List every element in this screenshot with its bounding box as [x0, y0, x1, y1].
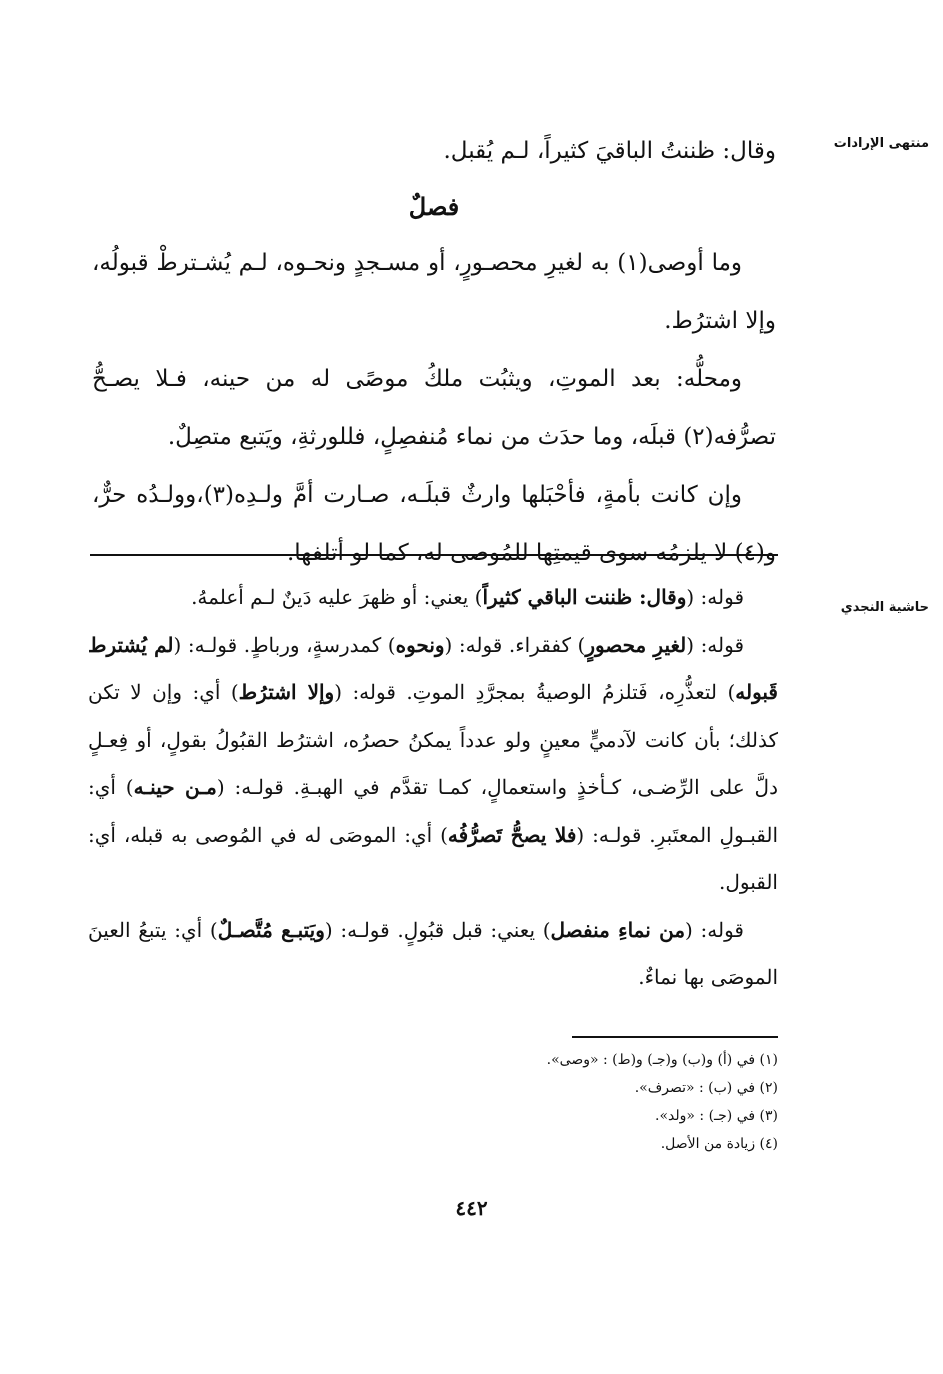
- side-label-matn: منتهى الإرادات: [833, 136, 929, 151]
- commentary-paragraph-1: قوله: (وقال: ظننت الباقي كثيراً) يعني: أو ظهرَ عليه دَينٌ لـم أعلمهُ.: [191, 585, 744, 609]
- main-paragraph-3: وإن كانت بأمةٍ، فأحْبَلها وارثٌ قبلَـه، صـارت أمَّ ولـدِه(٣)،وولـدُه حرٌّ، و(٤) لا يلزمُه سوى قيمتِها للمُوصى له، كما لو أتلفها.: [92, 482, 776, 566]
- footnote-1: (١) في (أ) و(ب) و(جـ) و(ط) : «وصى».: [546, 1052, 778, 1068]
- page-number: ٤٤٢: [455, 1196, 488, 1220]
- main-text: [92, 122, 776, 582]
- section-heading: فصلٌ: [408, 192, 460, 221]
- footnote-4: (٤) زيادة من الأصل.: [660, 1136, 778, 1152]
- main-divider: [90, 554, 778, 556]
- commentary-paragraph-2: قوله: (لغيرِ محصورٍ) كفقراء. قوله: (ونحوه) كمدرسةٍ، ورباطٍ. قولـه: (لم يُشترط قَبوله) لتعذُّرِه، فَتلزمُ الوصيةُ بمجرَّدِ الموتِ. قوله: (وإلا اشترُط) أي: وإن لا تكن كذلك؛ بأن كانت لآدميٍّ معينٍ ولو عدداً يمكنُ حصرُه، اشترُط القبُولُ بقولٍ، أو فِعـلٍ دلَّ على الرِّضـى، كـأخذٍ واستعمالٍ، كمـا تقدَّم في الهبـةِ. قولـه: (مـن حينـه) أي: القبـولِ المعتَبرِ. قولـه: (فلا يصحُّ تَصرُّفُه) أي: الموصَى له في المُوصى به قبله، أي: القبول.: [88, 632, 779, 894]
- footnote-2: (٢) في (ب) : «تصرف».: [634, 1080, 778, 1096]
- main-line-1: وقال: ظننتُ الباقيَ كثيراً، لـم يُقبل.: [443, 138, 776, 164]
- main-paragraph-2: ومحلُّه: بعد الموتِ، ويثبُت ملكُ موصًى له من حينه، فـلا يصـحُّ تصرُّفه(٢) قبلَه، وما حدَث من نماء مُنفصِلٍ، فللورثةِ، ويَتبع متصِلٌ.: [92, 366, 776, 450]
- footnote-divider: [572, 1036, 778, 1038]
- side-label-hashia: حاشية النجدي: [840, 600, 929, 615]
- main-paragraph-1: وما أوصى(١) به لغيرِ محصـورٍ، أو مسـجدٍ ونحـوه، لـم يُشـترطْ قبولُه، وإلا اشترُط.: [92, 250, 776, 334]
- commentary-text: [88, 574, 778, 1002]
- commentary-paragraph-3: قوله: (من نماءِ منفصل) يعني: قبل قبُولٍ. قولـه: (ويَتبـع مُتَّصـلٌ) أي: يتبعُ العينَ الموصَى بها نماءٌ.: [88, 917, 778, 989]
- footnotes: [300, 1046, 778, 1158]
- footnote-3: (٣) في (جـ) : «ولد».: [655, 1108, 778, 1124]
